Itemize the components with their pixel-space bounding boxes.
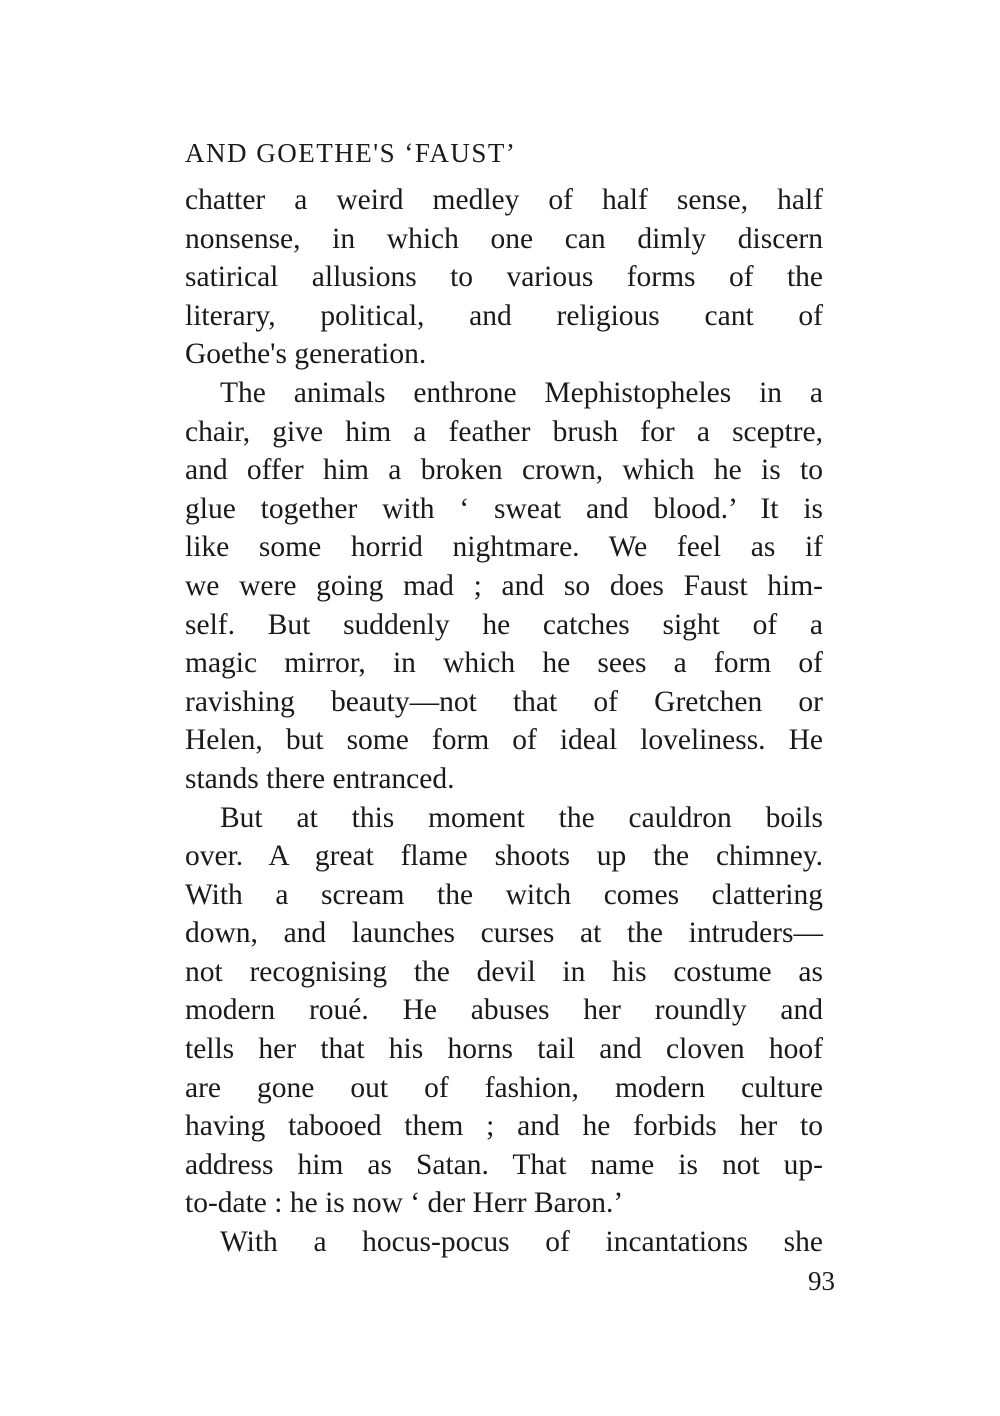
text-line: With a hocus-pocus of incantations she	[220, 1226, 823, 1259]
text-line: chair, give him a feather brush for a sceptre,	[185, 415, 823, 448]
text-line: like some horrid nightmare. We feel as if	[185, 531, 823, 564]
text-line: we were going mad ; and so does Faust him-	[185, 569, 823, 602]
text-line: address him as Satan. That name is not up-	[185, 1148, 823, 1181]
text-line: But at this moment the cauldron boils	[220, 801, 823, 834]
running-header: AND GOETHE'S ‘FAUST’	[185, 138, 517, 168]
text-line: satirical allusions to various forms of the	[185, 261, 823, 294]
text-line: literary, political, and religious cant of	[185, 299, 823, 332]
text-line: glue together with ‘ sweat and blood.’ It is	[185, 492, 823, 525]
text-line: Goethe's generation.	[185, 338, 427, 371]
text-line: chatter a weird medley of half sense, half	[185, 184, 823, 216]
text-line: modern roué. He abuses her roundly and	[185, 994, 823, 1027]
text-line: over. A great flame shoots up the chimney.	[185, 840, 823, 873]
text-line: With a scream the witch comes clattering	[185, 878, 823, 911]
text-line: are gone out of fashion, modern culture	[185, 1071, 823, 1104]
text-line: having tabooed them ; and he forbids her to	[185, 1110, 823, 1143]
text-line: not recognising the devil in his costume as	[185, 955, 823, 988]
text-line: down, and launches curses at the intruders—	[185, 917, 823, 950]
text-line: stands there entranced.	[185, 762, 455, 795]
text-line: magic mirror, in which he sees a form of	[185, 647, 823, 680]
text-line: self. But suddenly he catches sight of a	[185, 608, 823, 641]
page-number: 93	[808, 1266, 835, 1296]
text-line: to-date : he is now ‘ der Herr Baron.’	[185, 1187, 624, 1220]
text-line: nonsense, in which one can dimly discern	[185, 222, 823, 255]
text-line: Helen, but some form of ideal loveliness. He	[185, 724, 823, 757]
text-line: ravishing beauty—not that of Gretchen or	[185, 685, 823, 718]
text-line: The animals enthrone Mephistopheles in a	[220, 376, 823, 409]
text-line: and offer him a broken crown, which he is to	[185, 454, 823, 487]
text-line: tells her that his horns tail and cloven hoof	[185, 1033, 823, 1066]
body-text	[185, 181, 823, 1262]
